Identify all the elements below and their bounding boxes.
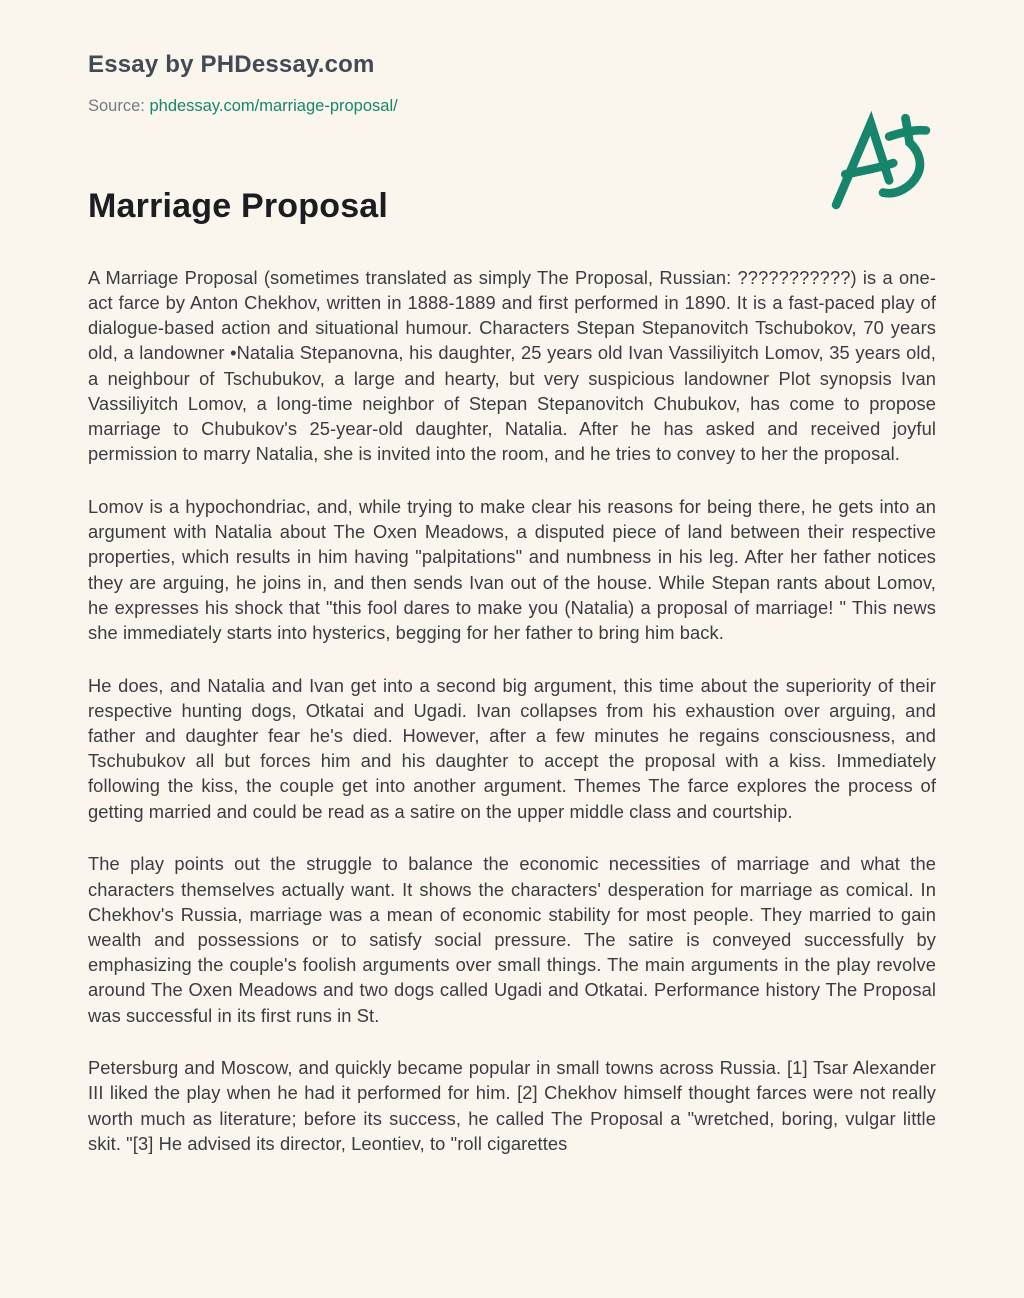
essay-paragraph-2: Lomov is a hypochondriac, and, while trying to make clear his reasons for being there, he gets into an argument with Natalia about The Oxen Meadows, a disputed piece of land between their respective properties, which results in him having "palpitations" and numbness in his leg. After her father notices they are arguing, he joins in, and then sends Ivan out of the house. While Stepan rants about Lomov, he expresses his shock that "this fool dares to make you (Natalia) a proposal of marriage! " This news she immediately starts into hysterics, begging for her father to bring him back. bbox=[88, 495, 936, 643]
essay-title: Marriage Proposal bbox=[88, 187, 389, 225]
source-line bbox=[88, 97, 936, 116]
page-inner bbox=[0, 50, 1024, 1156]
source-link[interactable]: phdessay.com/marriage-proposal/ bbox=[149, 97, 398, 115]
site-title: Essay by PHDessay.com bbox=[88, 51, 375, 78]
page-header bbox=[88, 50, 936, 116]
essay-paragraph-4: The play points out the struggle to balance the economic necessities of marriage and what the characters themselves actually want. It shows the characters' desperation for marriage as comical. In Chekhov's Russia, marriage was a mean of economic stability for most people. They married to gain wealth and possessions or to satisfy social pressure. The satire is conveyed successfully by emphasizing the couple's foolish arguments over small things. The main arguments in the play revolve around The Oxen Meadows and two dogs called Ugadi and Otkatai. Performance history The Proposal was successful in its first runs in St. bbox=[88, 853, 936, 1026]
essay-body bbox=[88, 265, 936, 1156]
essay-paragraph-5: Petersburg and Moscow, and quickly became popular in small towns across Russia. [1] Tsar Alexander III liked the play when he had it performed for him. [2] Chekhov himself thought farces were not really worth much as literature; before its success, he called The Proposal a "wretched, boring, vulgar little skit. "[3] He advised its director, Leontiev, to "roll cigarettes bbox=[88, 1057, 936, 1154]
essay-paragraph-3: He does, and Natalia and Ivan get into a second big argument, this time about the superiority of their respective hunting dogs, Otkatai and Ugadi. Ivan collapses from his exhaustion over arguing, and father and daughter fear he's died. However, after a few minutes he regains consciousness, and Tschubukov all but forces him and his daughter to accept the proposal with a kiss. Immediately following the kiss, the couple get into another argument. Themes The farce explores the process of getting married and could be read as a satire on the upper middle class and courtship. bbox=[88, 674, 936, 822]
source-label: Source: bbox=[88, 97, 145, 115]
phdessay-a-plus-logo-icon bbox=[830, 108, 932, 212]
essay-paragraph-1: A Marriage Proposal (sometimes translated as simply The Proposal, Russian: ???????????) is a one-act farce by Anton Chekhov, written in 1888-1889 and first performed in 1890. It is a fast-paced play of dialogue-based action and situational humour. Characters Stepan Stepanovitch Tschubokov, 70 years old, a landowner •Natalia Stepanovna, his daughter, 25 years old Ivan Vassiliyitch Lomov, 35 years old, a neighbour of Tschubukov, a large and hearty, but very suspicious landowner Plot synopsis Ivan Vassiliyitch Lomov, a long-time neighbor of Stepan Stepanovitch Chubukov, has come to propose marriage to Chubukov's 25-year-old daughter, Natalia. After he has asked and received joyful permission to marry Natalia, she is invited into the room, and he tries to convey to her the proposal. bbox=[88, 266, 936, 465]
